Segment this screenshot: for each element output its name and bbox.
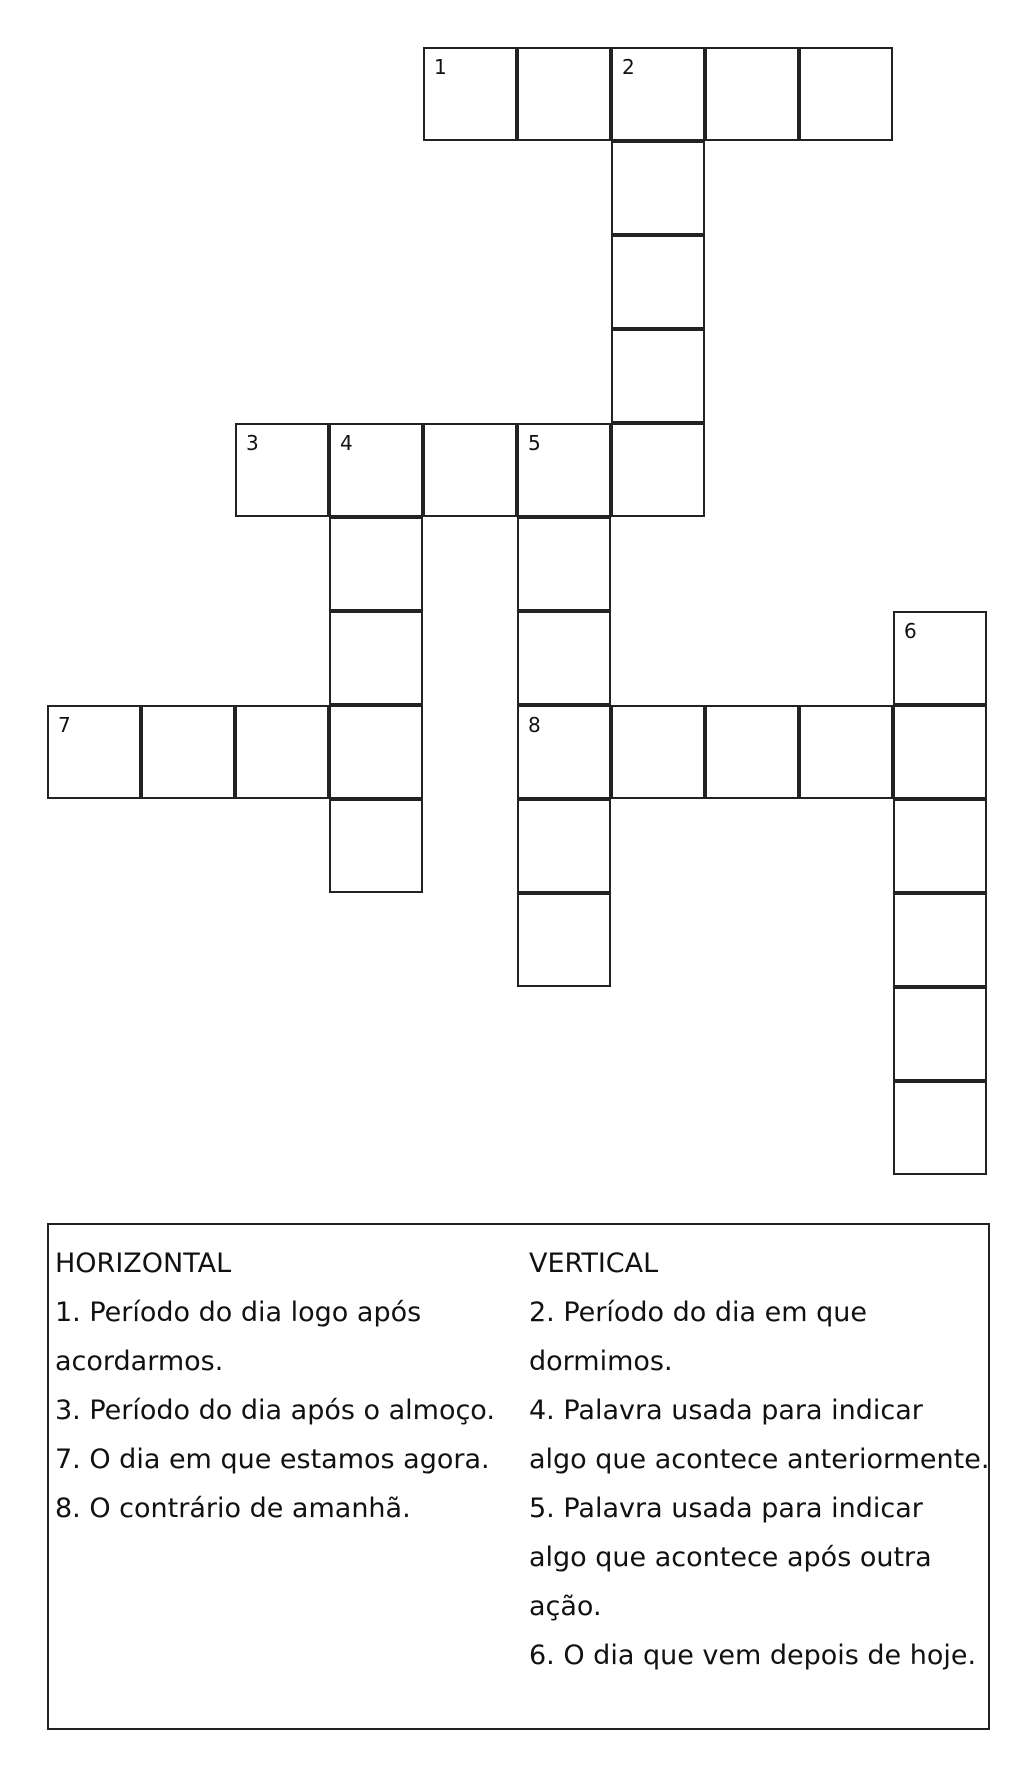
crossword-cell[interactable]	[423, 47, 517, 141]
crossword-cell[interactable]	[47, 705, 141, 799]
crossword-cell[interactable]	[517, 893, 611, 987]
clue-line: dormimos.	[529, 1346, 673, 1377]
crossword-cell[interactable]	[329, 799, 423, 893]
crossword-cell[interactable]	[329, 517, 423, 611]
clue-line: acordarmos.	[55, 1346, 224, 1377]
clue-number: 1	[434, 55, 447, 79]
clue-line: 1. Período do dia logo após	[55, 1297, 422, 1328]
clue-number: 6	[904, 619, 917, 643]
crossword-cell[interactable]	[893, 799, 987, 893]
clue-line: 6. O dia que vem depois de hoje.	[529, 1640, 977, 1671]
crossword-cell[interactable]	[329, 705, 423, 799]
crossword-cell[interactable]	[517, 611, 611, 705]
clue-number: 8	[528, 713, 541, 737]
crossword-cell[interactable]	[893, 611, 987, 705]
crossword-cell[interactable]	[517, 799, 611, 893]
clue-line: 7. O dia em que estamos agora.	[55, 1444, 490, 1475]
crossword-cell[interactable]	[611, 423, 705, 517]
clue-number: 5	[528, 431, 541, 455]
clue-line: ação.	[529, 1591, 602, 1622]
crossword-cell[interactable]	[235, 423, 329, 517]
vertical-clues	[529, 1239, 989, 1680]
clue-line: 8. O contrário de amanhã.	[55, 1493, 411, 1524]
clue-number: 3	[246, 431, 259, 455]
crossword-cell[interactable]	[517, 705, 611, 799]
clue-line: algo que acontece anteriormente.	[529, 1444, 990, 1475]
crossword-cell[interactable]	[329, 611, 423, 705]
clue-number: 2	[622, 55, 635, 79]
crossword-cell[interactable]	[517, 47, 611, 141]
crossword-cell[interactable]	[423, 423, 517, 517]
crossword-cell[interactable]	[141, 705, 235, 799]
crossword-cell[interactable]	[611, 235, 705, 329]
crossword-cell[interactable]	[705, 705, 799, 799]
crossword-cell[interactable]	[799, 47, 893, 141]
clues-box	[47, 1223, 990, 1730]
crossword-cell[interactable]	[517, 423, 611, 517]
clue-line: 5. Palavra usada para indicar	[529, 1493, 923, 1524]
crossword-cell[interactable]	[611, 329, 705, 423]
clue-number: 4	[340, 431, 353, 455]
clue-line: 3. Período do dia após o almoço.	[55, 1395, 495, 1426]
crossword-cell[interactable]	[611, 705, 705, 799]
crossword-cell[interactable]	[893, 987, 987, 1081]
crossword-cell[interactable]	[517, 517, 611, 611]
crossword-cell[interactable]	[893, 893, 987, 987]
horizontal-clues	[55, 1239, 515, 1533]
clue-number: 7	[58, 713, 71, 737]
vertical-heading: VERTICAL	[529, 1248, 659, 1279]
clue-line: 2. Período do dia em que	[529, 1297, 868, 1328]
crossword-cell[interactable]	[611, 141, 705, 235]
crossword-cell[interactable]	[799, 705, 893, 799]
crossword-cell[interactable]	[235, 705, 329, 799]
crossword-cell[interactable]	[611, 47, 705, 141]
crossword-cell[interactable]	[329, 423, 423, 517]
clue-line: 4. Palavra usada para indicar	[529, 1395, 923, 1426]
clue-line: algo que acontece após outra	[529, 1542, 932, 1573]
crossword-cell[interactable]	[705, 47, 799, 141]
horizontal-heading: HORIZONTAL	[55, 1248, 232, 1279]
crossword-cell[interactable]	[893, 705, 987, 799]
crossword-cell[interactable]	[893, 1081, 987, 1175]
